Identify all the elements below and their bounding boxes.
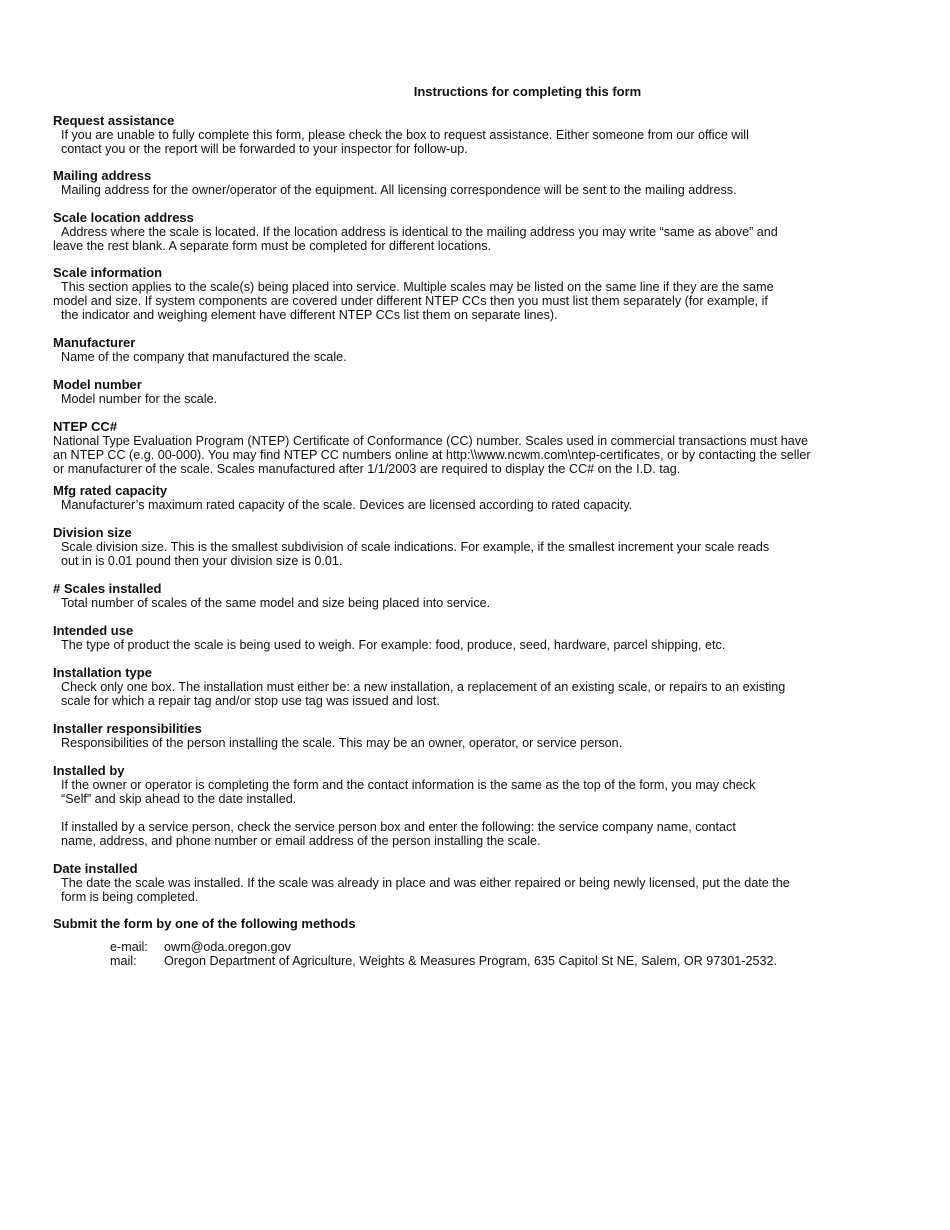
section-manufacturer <box>53 335 903 364</box>
section-heading: # Scales installed <box>53 581 162 596</box>
section-heading: Model number <box>53 377 142 392</box>
section-body <box>53 350 903 364</box>
section-body <box>53 434 903 476</box>
section-scale-information <box>53 265 903 322</box>
body-line: Total number of scales of the same model and size being placed into service. <box>61 596 491 610</box>
body-line: an NTEP CC (e.g. 00-000). You may find NTEP CC numbers online at http:\\www.ncwm.com\ntep-certificates, or by contacting the seller <box>53 448 811 462</box>
section-heading: NTEP CC# <box>53 419 118 434</box>
body-line: “Self” and skip ahead to the date installed. <box>61 792 297 806</box>
body-line: If the owner or operator is completing the form and the contact information is the same as the top of the form, you may check <box>61 778 756 792</box>
section-heading: Request assistance <box>53 113 175 128</box>
section-body <box>53 128 903 156</box>
body-line: If you are unable to fully complete this form, please check the box to request assistance. Either someone from our office will <box>61 128 749 142</box>
paragraph-gap <box>61 806 903 820</box>
body-line: Check only one box. The installation must either be: a new installation, a replacement of an existing scale, or repairs to an existing <box>61 680 786 694</box>
body-line: out in is 0.01 pound then your division size is 0.01. <box>61 554 343 568</box>
submit-methods-list <box>110 940 777 968</box>
body-line: National Type Evaluation Program (NTEP) Certificate of Conformance (CC) number. Scales used in commercial transactions must have <box>53 434 809 448</box>
body-line: or manufacturer of the scale. Scales manufactured after 1/1/2003 are required to display the CC# on the I.D. tag. <box>53 462 681 476</box>
body-line: form is being completed. <box>61 890 199 904</box>
section-heading: Manufacturer <box>53 335 136 350</box>
body-line: model and size. If system components are covered under different NTEP CCs then you must list them separately (for example, if <box>53 294 768 308</box>
section-body <box>53 280 903 322</box>
section-body <box>53 596 903 610</box>
body-line: The type of product the scale is being used to weigh. For example: food, produce, seed, hardware, parcel shipping, etc. <box>61 638 726 652</box>
mailing-address: Oregon Department of Agriculture, Weights & Measures Program, 635 Capitol St NE, Salem, OR 97301-2532. <box>164 954 777 968</box>
section-submit-methods <box>53 916 903 931</box>
body-line: Responsibilities of the person installing the scale. This may be an owner, operator, or service person. <box>61 736 623 750</box>
body-line: leave the rest blank. A separate form must be completed for different locations. <box>53 239 491 253</box>
body-line: Scale division size. This is the smallest subdivision of scale indications. For example, if the smallest increment your scale reads <box>61 540 770 554</box>
body-line: Name of the company that manufactured the scale. <box>61 350 347 364</box>
section-body <box>53 778 903 848</box>
submit-method-mail <box>110 954 777 968</box>
section-body <box>53 736 903 750</box>
section-installer-responsibilities <box>53 721 903 750</box>
section-scale-location-address <box>53 210 903 253</box>
section-body <box>53 638 903 652</box>
section-ntep-cc <box>53 419 903 476</box>
body-line: name, address, and phone number or email address of the person installing the scale. <box>61 834 541 848</box>
section-heading: Mailing address <box>53 168 152 183</box>
section-installation-type <box>53 665 903 708</box>
section-body <box>53 225 903 253</box>
body-line: Model number for the scale. <box>61 392 218 406</box>
section-body <box>53 680 903 708</box>
section-body <box>53 876 903 904</box>
section-heading: Submit the form by one of the following methods <box>53 916 356 931</box>
section-heading: Installer responsibilities <box>53 721 202 736</box>
submit-method-email <box>110 940 777 954</box>
section-heading: Installed by <box>53 763 125 778</box>
body-line: The date the scale was installed. If the scale was already in place and was either repaired or being newly licensed, put the date the <box>61 876 790 890</box>
page-title: Instructions for completing this form <box>413 84 642 99</box>
body-line: the indicator and weighing element have different NTEP CCs list them on separate lines). <box>61 308 558 322</box>
body-line: Manufacturer’s maximum rated capacity of the scale. Devices are licensed according to rated capacity. <box>61 498 633 512</box>
body-line: scale for which a repair tag and/or stop use tag was issued and lost. <box>61 694 440 708</box>
body-line: If installed by a service person, check the service person box and enter the following: the service company name, contact <box>61 820 736 834</box>
email-address[interactable]: owm@oda.oregon.gov <box>164 940 291 954</box>
section-heading: Scale location address <box>53 210 194 225</box>
section-heading: Scale information <box>53 265 163 280</box>
body-line: contact you or the report will be forwarded to your inspector for follow-up. <box>61 142 468 156</box>
section-mailing-address <box>53 168 903 197</box>
body-line: Mailing address for the owner/operator of the equipment. All licensing correspondence will be sent to the mailing address. <box>61 183 737 197</box>
section-mfg-rated-capacity <box>53 483 903 512</box>
section-heading: Division size <box>53 525 132 540</box>
method-label: mail: <box>110 954 137 968</box>
section-scales-installed <box>53 581 903 610</box>
section-body <box>53 392 903 406</box>
body-line: Address where the scale is located. If the location address is identical to the mailing address you may write “same as above” and <box>61 225 778 239</box>
section-body <box>53 540 903 568</box>
section-request-assistance <box>53 113 903 156</box>
section-heading: Installation type <box>53 665 152 680</box>
section-intended-use <box>53 623 903 652</box>
section-body <box>53 183 903 197</box>
body-line: This section applies to the scale(s) being placed into service. Multiple scales may be listed on the same line if they are the same <box>61 280 774 294</box>
section-heading: Date installed <box>53 861 138 876</box>
section-installed-by <box>53 763 903 848</box>
section-body <box>53 498 903 512</box>
method-label: e-mail: <box>110 940 148 954</box>
section-heading: Mfg rated capacity <box>53 483 168 498</box>
section-division-size <box>53 525 903 568</box>
section-heading: Intended use <box>53 623 134 638</box>
section-model-number <box>53 377 903 406</box>
section-date-installed <box>53 861 903 904</box>
